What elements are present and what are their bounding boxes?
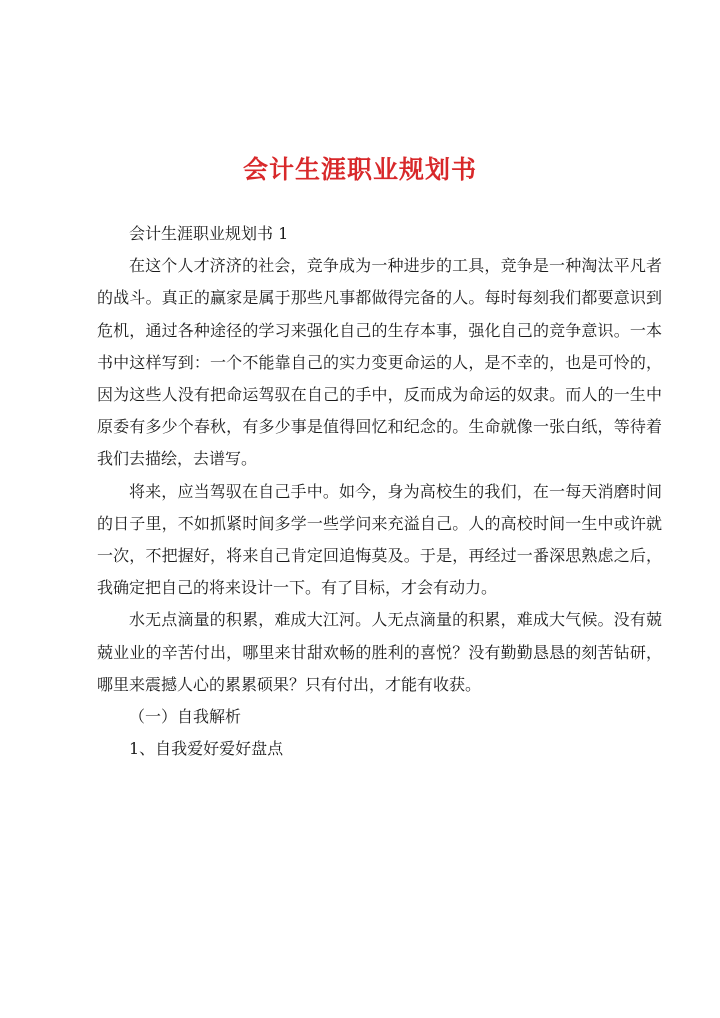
- section-heading: （一）自我解析: [129, 707, 242, 727]
- document-title: 会计生涯职业规划书: [242, 155, 477, 184]
- document-subtitle: 会计生涯职业规划书 1: [129, 224, 289, 243]
- document-body: [97, 218, 662, 765]
- sub-heading: 1、自我爱好爱好盘点: [129, 739, 284, 759]
- paragraph-1: 在这个人才济济的社会，竞争成为一种进步的工具，竞争是一种淘汰平凡者的战斗。真正的赢家是属于那些凡事都做得完备的人。每时每刻我们都要意识到危机，通过各种途径的学习来强化自己的生存本事，强化自己的竞争意识。一本书中这样写到：一个不能靠自己的实力变更命运的人，是不幸的，也是可怜的，因为这些人没有把命运驾驭在自己的手中，反而成为命运的奴隶。而人的一生中原委有多少个春秋，有多少事是值得回忆和纪念的。生命就像一张白纸，等待着我们去描绘，去谱写。: [97, 256, 662, 469]
- paragraph-2: 将来，应当驾驭在自己手中。如今，身为高校生的我们，在一每天消磨时间的日子里，不如抓紧时间多学一些学问来充溢自己。人的高校时间一生中或许就一次，不把握好，将来自己肯定回追悔莫及。于是，再经过一番深思熟虑之后，我确定把自己的将来设计一下。有了目标，才会有动力。: [97, 481, 662, 598]
- paragraph-3: 水无点滴量的积累，难成大江河。人无点滴量的积累，难成大气候。没有兢兢业业的辛苦付出，哪里来甘甜欢畅的胜利的喜悦？没有勤勤恳恳的刻苦钻研，哪里来震撼人心的累累硕果？只有付出，才能有收获。: [97, 610, 662, 694]
